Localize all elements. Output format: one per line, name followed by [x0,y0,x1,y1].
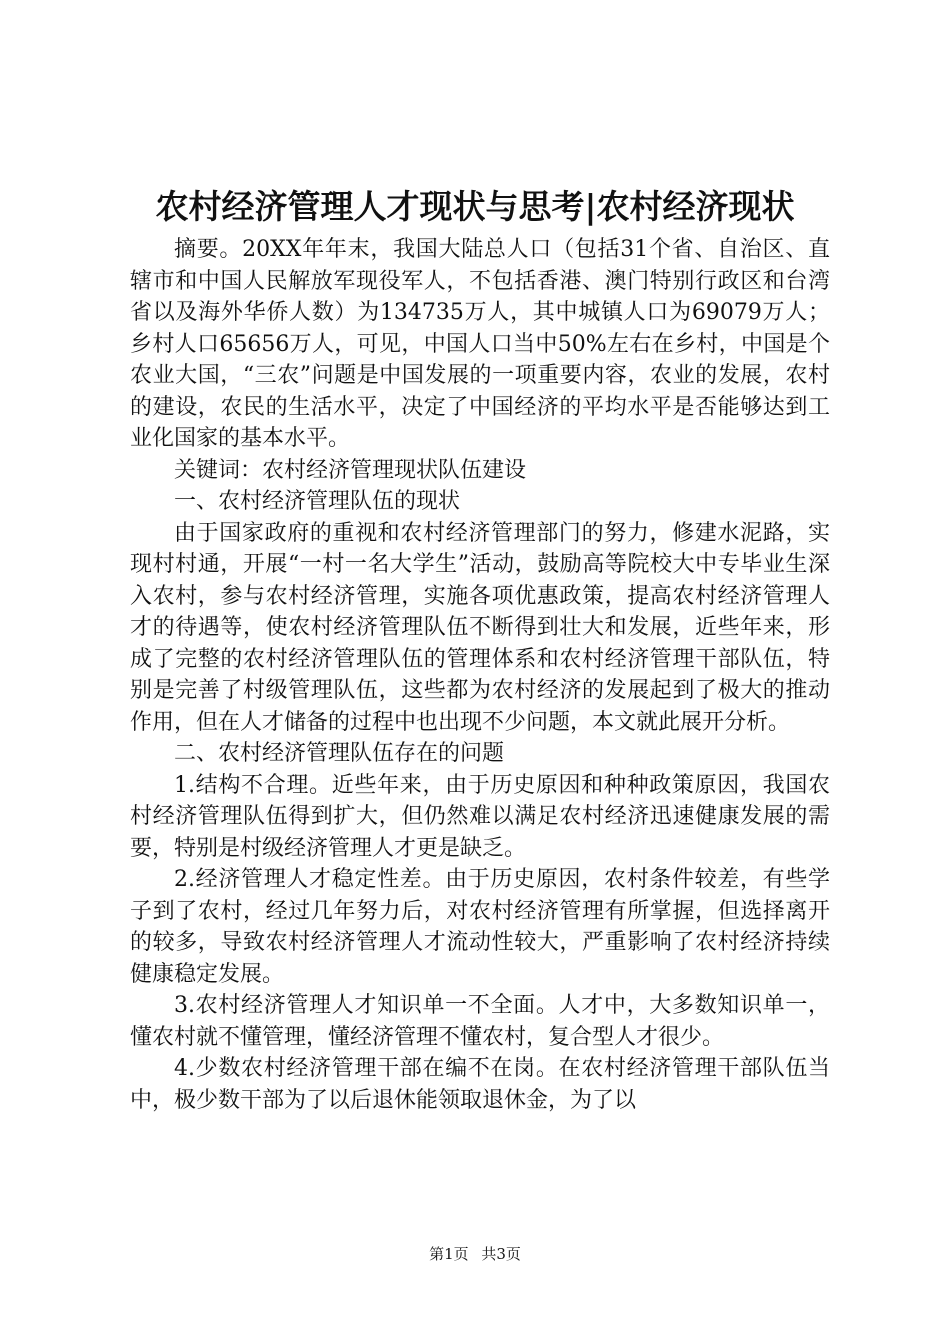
abstract-paragraph: 摘要。20XX年年末，我国大陆总人口（包括31个省、自治区、直辖市和中国人民解放军现役军人，不包括香港、澳门特别行政区和台湾省以及海外华侨人数）为134735万人，其中城镇人口为69079万人；乡村人口65656万人，可见，中国人口当中50%左右在乡村，中国是个农业大国，“三农”问题是中国发展的一项重要内容，农业的发展，农村的建设，农民的生活水平，决定了中国经济的平均水平是否能够达到工业化国家的基本水平。 [130,237,830,451]
list-item-2: 2.经济管理人才稳定性差。由于历史原因，农村条件较差，有些学子到了农村，经过几年努力后，对农村经济管理有所掌握，但选择离开的较多，导致农村经济管理人才流动性较大，严重影响了农村经济持续健康稳定发展。 [130,867,830,987]
document-body [130,234,830,1116]
section-heading-1: 一、农村经济管理队伍的现状 [174,489,461,514]
list-item-1: 1.结构不合理。近些年来，由于历史原因和种种政策原因，我国农村经济管理队伍得到扩大，但仍然难以满足农村经济迅速健康发展的需要，特别是村级经济管理人才更是缺乏。 [130,772,830,861]
document-title: 农村经济管理人才现状与思考|农村经济现状 [155,187,795,226]
section-heading-2: 二、农村经济管理队伍存在的问题 [174,741,505,766]
page-total: 共3页 [481,1245,521,1263]
list-item-4: 4.少数农村经济管理干部在编不在岗。在农村经济管理干部队伍当中，极少数干部为了以后退休能领取退休金，为了以 [130,1056,830,1113]
list-item-3: 3.农村经济管理人才知识单一不全面。人才中，大多数知识单一，懂农村就不懂管理，懂经济管理不懂农村，复合型人才很少。 [130,993,830,1050]
keywords-paragraph: 关键词：农村经济管理现状队伍建设 [174,457,527,483]
body-paragraph: 由于国家政府的重视和农村经济管理部门的努力，修建水泥路，实现村村通，开展“一村一名大学生”活动，鼓励高等院校大中专毕业生深入农村，参与农村经济管理，实施各项优惠政策，提高农村经济管理人才的待遇等，使农村经济管理队伍不断得到壮大和发展，近些年来，形成了完整的农村经济管理队伍的管理体系和农村经济管理干部队伍，特别是完善了村级管理队伍，这些都为农村经济的发展起到了极大的推动作用，但在人才储备的过程中也出现不少问题，本文就此展开分析。 [130,520,830,735]
page-number: 第1页 [429,1245,469,1263]
page-footer [0,1244,950,1264]
